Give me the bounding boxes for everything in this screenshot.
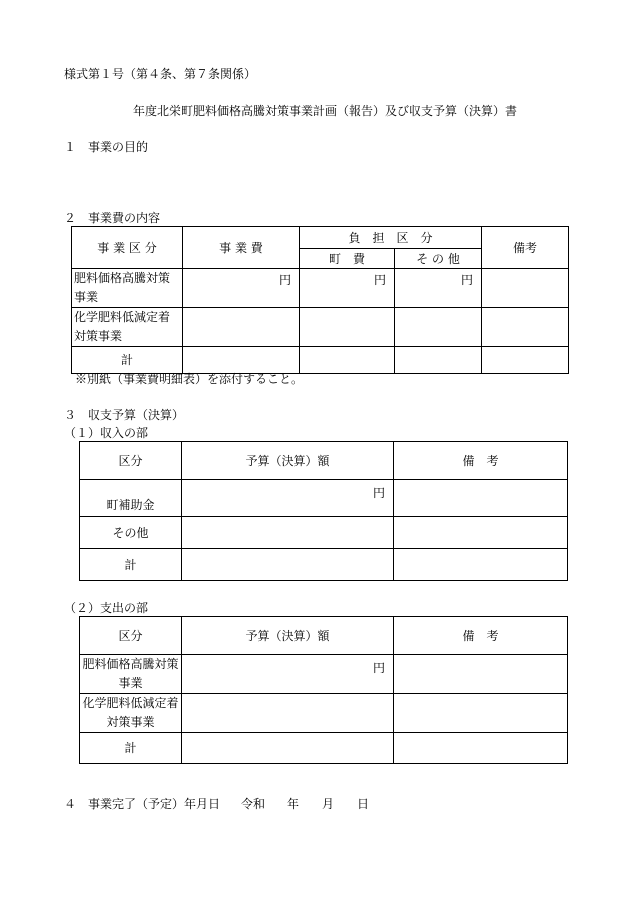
completion-date-heading: ４ 事業完了（予定）年月日	[64, 797, 221, 811]
completion-era: 令和	[241, 797, 266, 811]
row-total-label: 計	[80, 733, 182, 764]
yen-unit: 円	[395, 269, 482, 308]
yen-unit: 円	[182, 480, 394, 517]
header-remarks: 備 考	[394, 617, 568, 655]
row-total-label: 計	[72, 347, 183, 374]
amount-cell	[182, 549, 394, 581]
completion-year-unit: 年	[287, 797, 300, 811]
town-cell	[300, 347, 395, 374]
header-town-cost: 町 費	[300, 249, 395, 269]
section-purpose-heading: １ 事業の目的	[64, 140, 149, 154]
row-label: 肥料価格高騰対策事業	[80, 655, 182, 694]
header-remarks: 備考	[482, 227, 569, 269]
remarks-cell	[394, 517, 568, 549]
remarks-cell	[482, 269, 569, 308]
amount-cell	[182, 694, 394, 733]
header-category: 区分	[80, 442, 182, 480]
header-other: そ の 他	[395, 249, 482, 269]
other-cell	[395, 347, 482, 374]
income-table	[79, 441, 568, 581]
expense-table	[79, 616, 568, 764]
remarks-cell	[482, 347, 569, 374]
other-cell	[395, 308, 482, 347]
header-category: 区分	[80, 617, 182, 655]
remarks-cell	[482, 308, 569, 347]
section-cost-heading: ２ 事業費の内容	[64, 211, 161, 225]
remarks-cell	[394, 694, 568, 733]
header-amount: 予算（決算）額	[182, 442, 394, 480]
header-amount: 予算（決算）額	[182, 617, 394, 655]
header-category: 事 業 区 分	[72, 227, 183, 269]
income-heading: （１）収入の部	[64, 426, 149, 440]
amount-cell	[182, 517, 394, 549]
attachment-note: ※別紙（事業費明細表）を添付すること。	[75, 372, 304, 386]
yen-unit: 円	[182, 655, 394, 694]
expense-heading: （２）支出の部	[64, 601, 149, 615]
amount-cell	[182, 733, 394, 764]
row-label: 町補助金	[80, 480, 182, 517]
document-title: 年度北栄町肥料価格高騰対策事業計画（報告）及び収支予算（決算）書	[133, 104, 518, 118]
header-cost: 事 業 費	[183, 227, 300, 269]
town-cell	[300, 308, 395, 347]
completion-day-unit: 日	[357, 797, 370, 811]
cost-table	[71, 226, 569, 374]
row-label: その他	[80, 517, 182, 549]
remarks-cell	[394, 655, 568, 694]
remarks-cell	[394, 549, 568, 581]
completion-month-unit: 月	[322, 797, 335, 811]
yen-unit: 円	[183, 269, 300, 308]
header-burden: 負 担 区 分	[300, 227, 482, 249]
row-label: 肥料価格高騰対策事業	[72, 269, 183, 308]
row-label: 化学肥料低減定着対策事業	[80, 694, 182, 733]
header-remarks: 備 考	[394, 442, 568, 480]
row-label: 化学肥料低減定着対策事業	[72, 308, 183, 347]
remarks-cell	[394, 480, 568, 517]
cost-cell	[183, 308, 300, 347]
row-total-label: 計	[80, 549, 182, 581]
section-budget-heading: ３ 収支予算（決算）	[64, 408, 185, 422]
yen-unit: 円	[300, 269, 395, 308]
cost-cell	[183, 347, 300, 374]
remarks-cell	[394, 733, 568, 764]
form-number: 様式第１号（第４条、第７条関係）	[64, 67, 257, 81]
